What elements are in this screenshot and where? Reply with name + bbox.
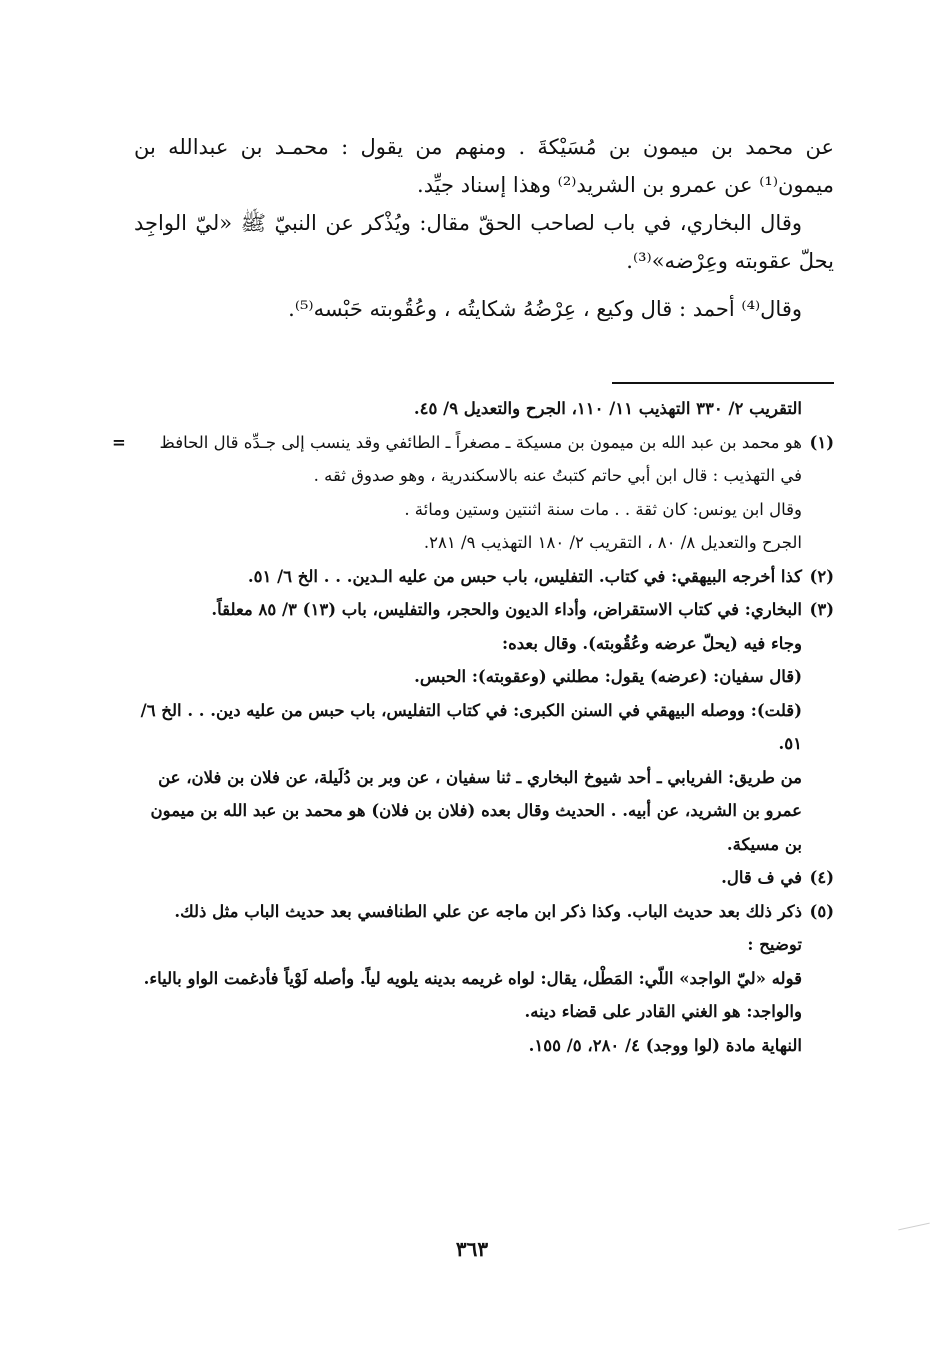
footnote-line: (قال سفيان: (عرضه) يقول: مطلني (وعقوبته): الحبس. xyxy=(414,667,802,686)
scan-mark xyxy=(898,1223,930,1231)
footnote-line: النهاية مادة (لوا ووجد) ٤/ ٢٨٠، ٥/ ١٥٥. xyxy=(528,1035,802,1055)
footnote-line: قوله «ليّ الواجد» اللّي: المَطْل، يقال: لواه غريمه بدينه يلويه لياً. وأصله لَوْياً فأدغمت الواو بالياء. والواجد: هو الغني القادر على قضاء دينه. xyxy=(143,968,802,1021)
main-text xyxy=(134,128,834,328)
footnote-number: (٤) xyxy=(809,868,834,887)
footnote-number: (٢) xyxy=(809,566,834,586)
footnote-2 xyxy=(134,560,834,594)
main-paragraph-3: وقال⁽⁴⁾ أحمد : قال وكيع ، عِرْضُهُ شكايتُه ، وعُقُوبته حَبْسه⁽⁵⁾. xyxy=(288,297,802,321)
continuation-mark: = xyxy=(112,432,126,452)
explanation-heading: توضيح : xyxy=(747,935,802,954)
footnote-line: هو محمد بن عبد الله بن ميمون بن مسيكة ـ مصغراً ـ الطائفي وقد ينسب إلى جـدِّه قال الحافظ في التهذيب : قال ابن أبي حاتم كتبتُ عنه بالاسكندرية ، وهو صدوق ثقه . xyxy=(159,432,802,485)
main-paragraph-2: وقال البخاري، في باب لصاحب الحقّ مقال: ويُذْكر عن النبيّ ﷺ «ليّ الواجِد يحلّ عقوبته وعِرْضه»⁽³⁾. xyxy=(134,211,834,273)
footnote-4 xyxy=(134,861,834,895)
footnote-line: (قلت): ووصله البيهقي في السنن الكبرى: في كتاب التفليس، باب حبس من عليه دين. . . الخ ٦/ ٥١. xyxy=(140,700,802,753)
footnote-line: في ف قال. xyxy=(721,868,802,887)
footnotes xyxy=(112,392,834,1062)
footnote-1 xyxy=(112,426,834,560)
footnote-line: وجاء فيه (يحلّ عرضه وعُقُوبته). وقال بعده: xyxy=(502,633,802,653)
footnote-line: وقال ابن يونس: كان ثقة . . مات سنة اثنتين وستين ومائة . xyxy=(404,499,802,519)
footnote-line: ذكر ذلك بعد حديث الباب. وكذا ذكر ابن ماجه عن علي الطنافسي بعد حديث الباب مثل ذلك. xyxy=(174,901,802,921)
main-paragraph-1: عن محمد بن ميمون بن مُسَيْكةَ . ومنهم من يقول : محمـد بن عبدالله بن ميمون⁽¹⁾ عن عمرو بن الشريد⁽²⁾ وهذا إسناد جيِّد. xyxy=(134,135,834,197)
footnote-line: كذا أخرجه البيهقي: في كتاب. التفليس، باب حبس من عليه الـدين. . . الخ ٦/ ٥١. xyxy=(247,566,802,586)
footnote-number: (٥) xyxy=(809,901,834,921)
footnote-number: (١) xyxy=(809,432,834,452)
footnote-carryover: التقريب ٢/ ٣٣٠ التهذيب ١١/ ١١٠، الجرح والتعديل ٩/ ٤٥. xyxy=(413,399,802,418)
footnote-number: (٣) xyxy=(809,600,834,619)
page-number: ٣٦٣ xyxy=(455,1237,489,1261)
footnote-line: البخاري: في كتاب الاستقراض، وأداء الديون والحجر، والتفليس، باب (١٣) ٣/ ٨٥ معلقاً. xyxy=(211,600,802,619)
footnote-separator xyxy=(612,382,834,384)
footnote-line: من طريق: الفريابي ـ أحد شيوخ البخاري ـ ثنا سفيان ، عن وبر بن دُلَيلة، عن فلان بن فلان، عن عمرو بن الشريد، عن أبيه. . الحديث وقال بعده (فلان بن فلان) هو محمد بن عبد الله بن ميمون بن مسيكة. xyxy=(150,767,802,854)
footnote-line: الجرح والتعديل ٨/ ٨٠ ، التقريب ٢/ ١٨٠ التهذيب ٩/ ٢٨١. xyxy=(423,533,802,552)
footnote-3 xyxy=(134,593,834,861)
footnote-5 xyxy=(134,895,834,1063)
